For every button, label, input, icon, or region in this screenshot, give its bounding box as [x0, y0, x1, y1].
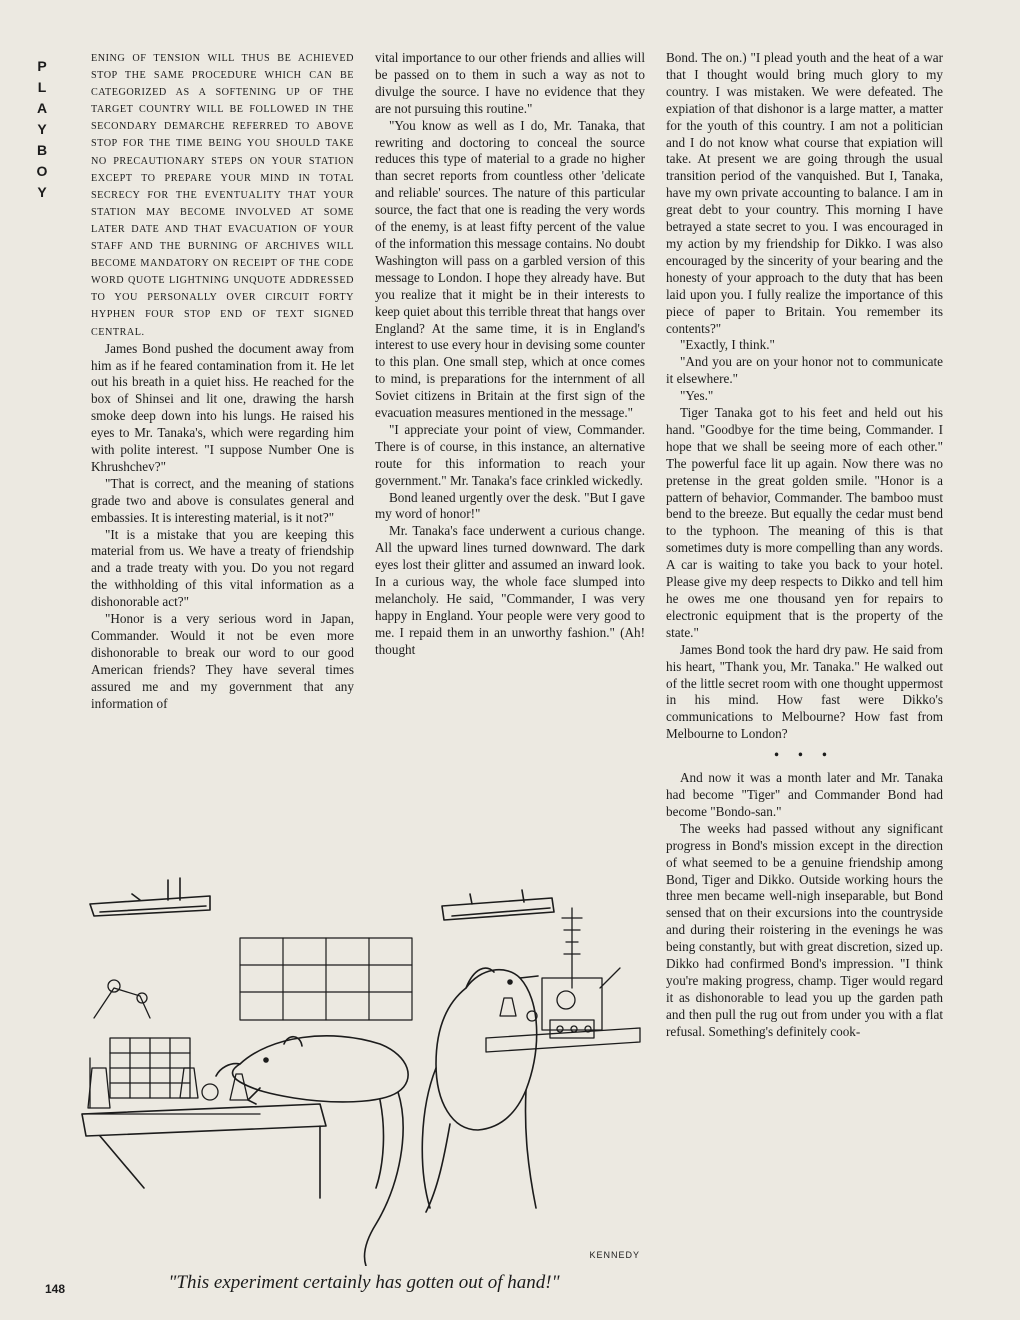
paragraph: "And you are on your honor not to communicate it elsewhere." [666, 354, 943, 387]
window-grid [240, 938, 412, 1020]
cartoonist-signature: KENNEDY [589, 1250, 640, 1260]
cartoon-illustration [80, 868, 648, 1266]
paragraph: "Exactly, I think." [680, 337, 775, 353]
paragraph: "That is correct, and the meaning of stations grade two and above is consulates general and embassies. It is interesting material, is it not?" [91, 475, 354, 525]
paragraph: "You know as well as I do, Mr. Tanaka, that rewriting and doctoring to conceal the source reduces this type of material to a grade no higher than secret reports from countless other 'delicate and reliable' sources. The nature of this particular source, the fact that one is reading the very words of the enemy, is at least fifty percent of the value of the information this message contains. No doubt Washington will pass on a garbled version of this message to London. I hope they already have. But you realize that it might be in their interests to keep quiet about this terrible threat that hangs over England? At the same time, it is in England's interest to use every hour in devising some counter to this plan. One small step, which at once comes to mind, is preparations for the internment of all Soviet citizens in Britain at the first sign of the evacuation measures mentioned in the message." [375, 117, 645, 421]
paragraph: Tiger Tanaka got to his feet and held out his hand. "Goodbye for the time being, Commander. I hope that we shall be seeing more of each other." The powerful face lit up again. Now there was no pretense in the great golden smile. "Honor is a pattern of behavior, Commander. The bamboo must bend to the breeze. But equally the cedar must bend to the typhoon. The meaning of this is that sometimes duty is more compelling than any words. A car is waiting to take you back to your hotel. Please give my deep respects to Dikko and tell him he owes me one thousand yen for repairs to electronic equipment that is the property of the state." [666, 405, 943, 640]
masthead-letter: L [37, 79, 47, 95]
left-ceiling-lamp [90, 878, 210, 916]
paragraph: "Honor is a very serious word in Japan, Commander. Would it not be even more dishonorable to break our word to our good American friends? They have several times assured me and my government that any information of [91, 611, 354, 711]
left-table [82, 1104, 326, 1198]
paragraph: James Bond took the hard dry paw. He said from his heart, "Thank you, Mr. Tanaka." He walked out of the little secret room with one thought uppermost in his mind. How fast were Dikko's communications to Melbourne? How fast from Melbourne to London? [666, 641, 943, 742]
paragraph: "Yes." [680, 388, 714, 404]
lab-rats-drawing [80, 868, 648, 1266]
cable-text: ENING OF TENSION WILL THUS BE ACHIEVED STOP THE SAME PROCEDURE WHICH CAN BE CATEGORIZED AS A SOFTENING UP OF THE TARGET COUNTRY WILL BE FOLLOWED IN THE SECONDARY DEMARCHE REFERRED TO ABOVE STOP FOR THE TIME BEING YOU SHOULD TAKE NO PRECAUTIONARY STEPS ON YOUR STATION EXCEPT TO PREPARE YOUR MIND IN TOTAL SECRECY FOR THE EVENTUALITY THAT YOUR STATION MAY BECOME INVOLVED AT SOME LATER DATE AND THAT EVACUATION OF YOUR STAFF AND THE BURNING OF ARCHIVES WILL BECOME MANDATORY ON RECEIPT OF THE CODE WORD QUOTE LIGHTNING UNQUOTE ADDRESSED TO YOU PERSONALLY OVER CIRCUIT FORTY HYPHEN FOUR STOP END OF TEXT SIGNED CENTRAL. [91, 53, 354, 338]
paragraph: "I appreciate your point of view, Commander. There is of course, in this instance, an alternative route for this information to reach your government." Mr. Tanaka's face crinkled wickedly. [375, 421, 645, 488]
paragraph: vital importance to our other friends and allies will be passed on to them in such a way as not to divulge the source. I have no evidence that they are not pursuing this routine." [375, 50, 645, 116]
paragraph: The weeks had passed without any significant progress in Bond's mission except in the direction of what seemed to be a genuine friendship among Bond, Tiger and Dikko. Outside working hours the three men became well-nigh inseparable, but Bond sensed that on their excursions into the countryside and during their roistering in the evenings he was being constantly, but with great discretion, sized up. Dikko had confirmed Bond's impression. "I think you're making progress, champ. Tiger would regard it as dishonorable to lead you up the garden path and then pull the rug out from under you with a flat refusal. Something's definitely cook- [666, 820, 943, 1039]
text-column-2 [375, 50, 645, 659]
masthead [34, 56, 50, 203]
left-rat [216, 1036, 408, 1266]
section-separator: • • • [774, 747, 835, 763]
right-rat [422, 968, 538, 1212]
cartoon-caption: "This experiment certainly has gotten out of hand!" [168, 1272, 560, 1293]
paragraph: Mr. Tanaka's face underwent a curious change. All the upward lines turned downward. The dark eyes lost their glitter and assumed an inward look. In a curious way, the whole face slumped into melancholy. He said, "Commander, I was very happy in England. Your people were very good to me. I repaid them in an unworthy fashion." (Ah! thought [375, 523, 645, 657]
paragraph: Bond leaned urgently over the desk. "But I gave my word of honor!" [375, 489, 645, 522]
page-number: 148 [45, 1282, 66, 1296]
masthead-letter: P [37, 58, 47, 74]
text-column-3 [666, 50, 943, 1041]
masthead-letter: Y [37, 121, 47, 137]
text-column-1 [91, 50, 354, 713]
left-lab-equipment [82, 980, 260, 1114]
right-ceiling-lamp [442, 890, 554, 920]
masthead-letter: A [36, 100, 48, 116]
masthead-letter: O [36, 163, 48, 179]
masthead-letter: Y [37, 184, 47, 200]
paragraph: "It is a mistake that you are keeping this material from us. We have a treaty of friendship and a trade treaty with you. Do you not regard the withholding of this vital information as a dishonorable act?" [91, 526, 354, 610]
paragraph: James Bond pushed the document away from him as if he feared contamination from it. He let out his breath in a quiet hiss. He reached for the box of Shinsei and lit one, drawing the harsh smoke deep down into his lungs. He raised his eyes to Mr. Tanaka's, which were regarding him with polite interest. "I suppose Number One is Khrushchev?" [91, 340, 354, 474]
masthead-letter: B [36, 142, 48, 158]
paragraph: Bond. The on.) "I plead youth and the heat of a war that I thought would bring much glory to my country. I was mistaken. We were defeated. The expiation of that dishonor is a large matter, a matter for the youth of this country. I am not a politician and I do not know what course that expiation will take. At present we are going through the usual transition period of the vanquished. But I, Tanaka, have my own private accounting to balance. I am in great debt to your country. This morning I have betrayed a state secret to you. I was encouraged in my action by my friendship for Dikko. I was also encouraged by the sincerity of your bearing and the honesty of your approach to the duty that has been laid upon you. I fully realize the importance of this piece of paper to Britain. You remember its contents?" [666, 50, 943, 336]
paragraph: And now it was a month later and Mr. Tanaka had become "Tiger" and Commander Bond had become "Bondo-san." [666, 770, 943, 819]
